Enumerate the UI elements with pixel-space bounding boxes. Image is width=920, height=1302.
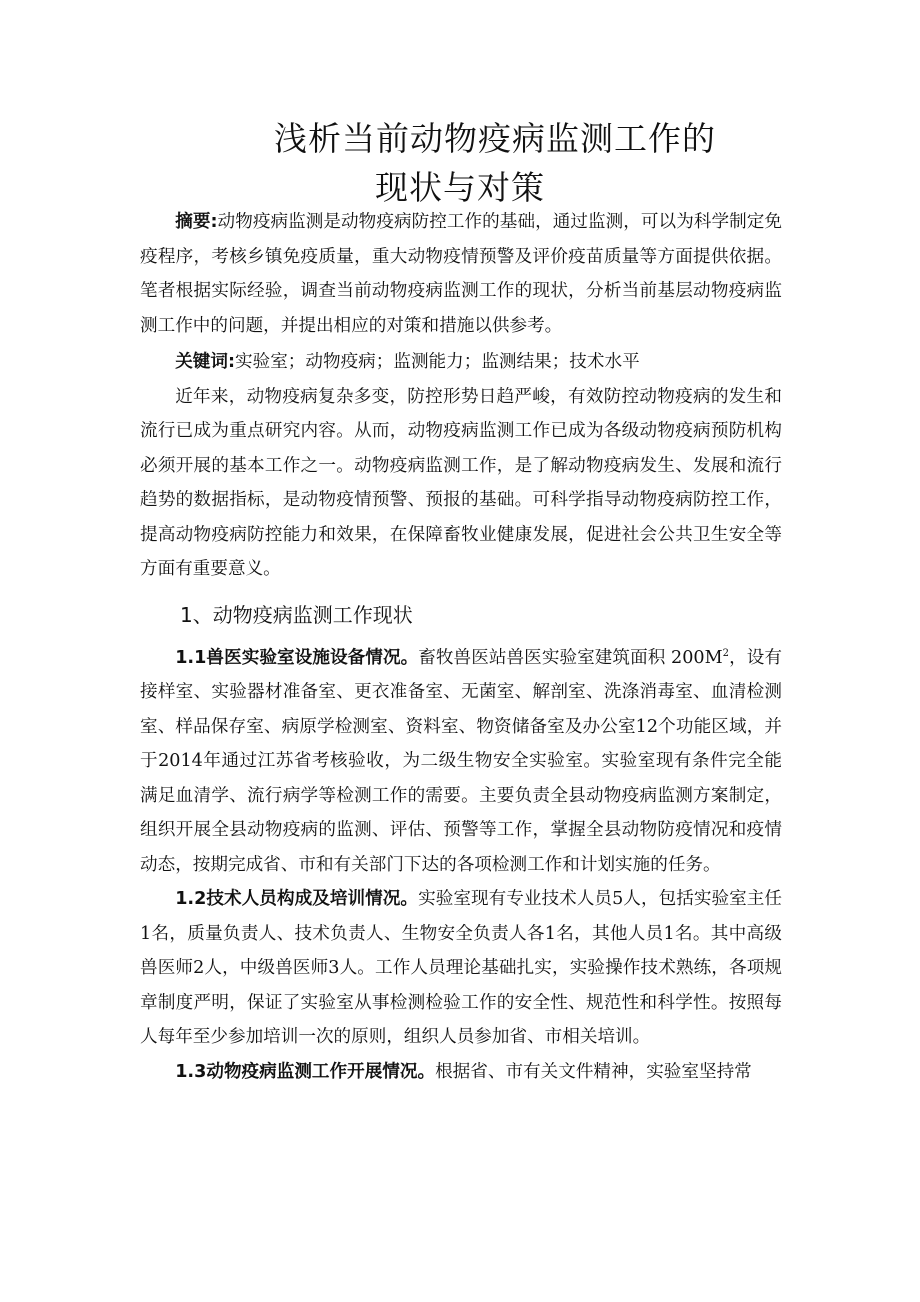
superscript-2: 2 (722, 647, 730, 659)
keywords-text: 实验室；动物疫病；监测能力；监测结果；技术水平 (235, 352, 640, 372)
section-1-1-text-b: ，设有接样室、实验器材准备室、更衣准备室、无菌室、解剖室、洗涤消毒室、血清检测室、样品保存室、病原学检测室、资料室、物资储备室及办公室12个功能区域，并于2014年通过江苏省考核验收，为二级生物安全实验室。实验室现有条件完全能满足血清学、流行病学等检测工作的需要。主要负责全县动物疫病监测方案制定，组织开展全县动物疫病的监测、评估、预警等工作，掌握全县动物防疫情况和疫情动态，按期完成省、市和有关部门下达的各项检测工作和计划实施的任务。 (140, 647, 782, 875)
abstract-label: 摘要: (175, 212, 218, 232)
document-title-line-1: 浅析当前动物疫病监测工作的 (274, 119, 716, 158)
section-1-3-heading: 1.3动物疫病监测工作开展情况。 (175, 1061, 436, 1082)
document-title-line-2: 现状与对策 (375, 168, 545, 207)
section-1-2-paragraph (140, 882, 782, 1055)
section-1-3-paragraph (140, 1055, 782, 1090)
abstract-text: 动物疫病监测是动物疫病防控工作的基础，通过监测，可以为科学制定免疫程序，考核乡镇免疫质量，重大动物疫情预警及评价疫苗质量等方面提供依据。笔者根据实际经验，调查当前动物疫病监测工作的现状，分析当前基层动物疫病监测工作中的问题，并提出相应的对策和措施以供参考。 (140, 212, 782, 336)
section-1-2-text: 实验室现有专业技术人员5人，包括实验室主任1名，质量负责人、技术负责人、生物安全负责人各1名，其他人员1名。其中高级兽医师2人，中级兽医师3人。工作人员理论基础扎实，实验操作技术熟练，各项规章制度严明，保证了实验室从事检测检验工作的安全性、规范性和科学性。按照每人每年至少参加培训一次的原则，组织人员参加省、市相关培训。 (140, 889, 783, 1047)
keywords-label: 关键词: (175, 352, 236, 372)
section-1-1-text-a: 畜牧兽医站兽医实验室建筑面积 200M (418, 647, 723, 668)
section-1-1-heading: 1.1兽医实验室设施设备情况。 (175, 647, 419, 668)
section-1-2-heading: 1.2技术人员构成及培训情况。 (175, 889, 419, 909)
abstract-paragraph (140, 205, 782, 343)
section-1-1-paragraph (140, 641, 782, 883)
document-body (140, 205, 782, 1089)
intro-paragraph: 近年来，动物疫病复杂多变，防控形势日趋严峻，有效防控动物疫病的发生和流行已成为重点研究内容。从而，动物疫病监测工作已成为各级动物疫病预防机构必须开展的基本工作之一。动物疫病监测工作，是了解动物疫病发生、发展和流行趋势的数据指标，是动物疫情预警、预报的基础。可科学指导动物疫病防控工作，提高动物疫病防控能力和效果，在保障畜牧业健康发展，促进社会公共卫生安全等方面有重要意义。 (140, 386, 782, 579)
section-1-3-text: 根据省、市有关文件精神，实验室坚持常 (435, 1061, 752, 1082)
section-heading-1: 1、动物疫病监测工作现状 (180, 602, 413, 627)
keywords-paragraph (140, 345, 782, 380)
